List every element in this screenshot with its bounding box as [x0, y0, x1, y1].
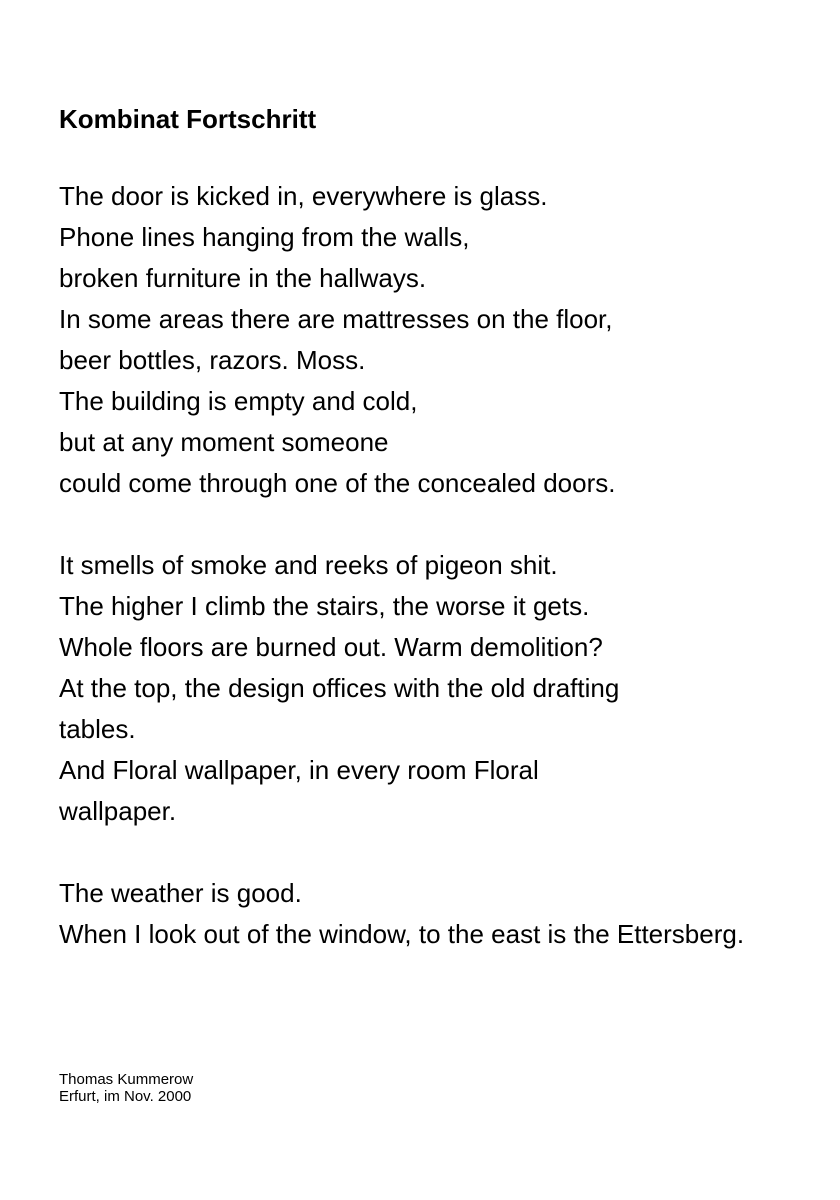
poem-line: wallpaper. — [59, 796, 177, 826]
poem-line: beer bottles, razors. Moss. — [59, 345, 366, 375]
stanza-2 — [59, 545, 834, 832]
poem-line: The weather is good. — [59, 878, 302, 908]
poem-line: The building is empty and cold, — [59, 386, 418, 416]
stanza-1 — [59, 176, 834, 504]
poem-line: At the top, the design offices with the old drafting — [59, 673, 620, 703]
poem-line: And Floral wallpaper, in every room Floral — [59, 755, 539, 785]
poem-line: could come through one of the concealed doors. — [59, 468, 616, 498]
poem-body — [59, 176, 834, 996]
place-date: Erfurt, im Nov. 2000 — [59, 1088, 192, 1105]
author-name: Thomas Kummerow — [59, 1071, 194, 1088]
poem-line: The higher I climb the stairs, the worse it gets. — [59, 591, 590, 621]
poem-line: Phone lines hanging from the walls, — [59, 222, 470, 252]
poem-line: The door is kicked in, everywhere is glass. — [59, 181, 548, 211]
signature-block — [59, 1071, 193, 1105]
poem-line: tables. — [59, 714, 136, 744]
poem-line: When I look out of the window, to the east is the Ettersberg. — [59, 919, 745, 949]
poem-line: broken furniture in the hallways. — [59, 263, 427, 293]
poem-line: In some areas there are mattresses on the floor, — [59, 304, 613, 334]
poem-line: but at any moment someone — [59, 427, 389, 457]
poem-line: It smells of smoke and reeks of pigeon shit. — [59, 550, 558, 580]
stanza-3 — [59, 873, 834, 955]
poem-line: Whole floors are burned out. Warm demolition? — [59, 632, 603, 662]
poem-title: Kombinat Fortschritt — [59, 104, 317, 134]
